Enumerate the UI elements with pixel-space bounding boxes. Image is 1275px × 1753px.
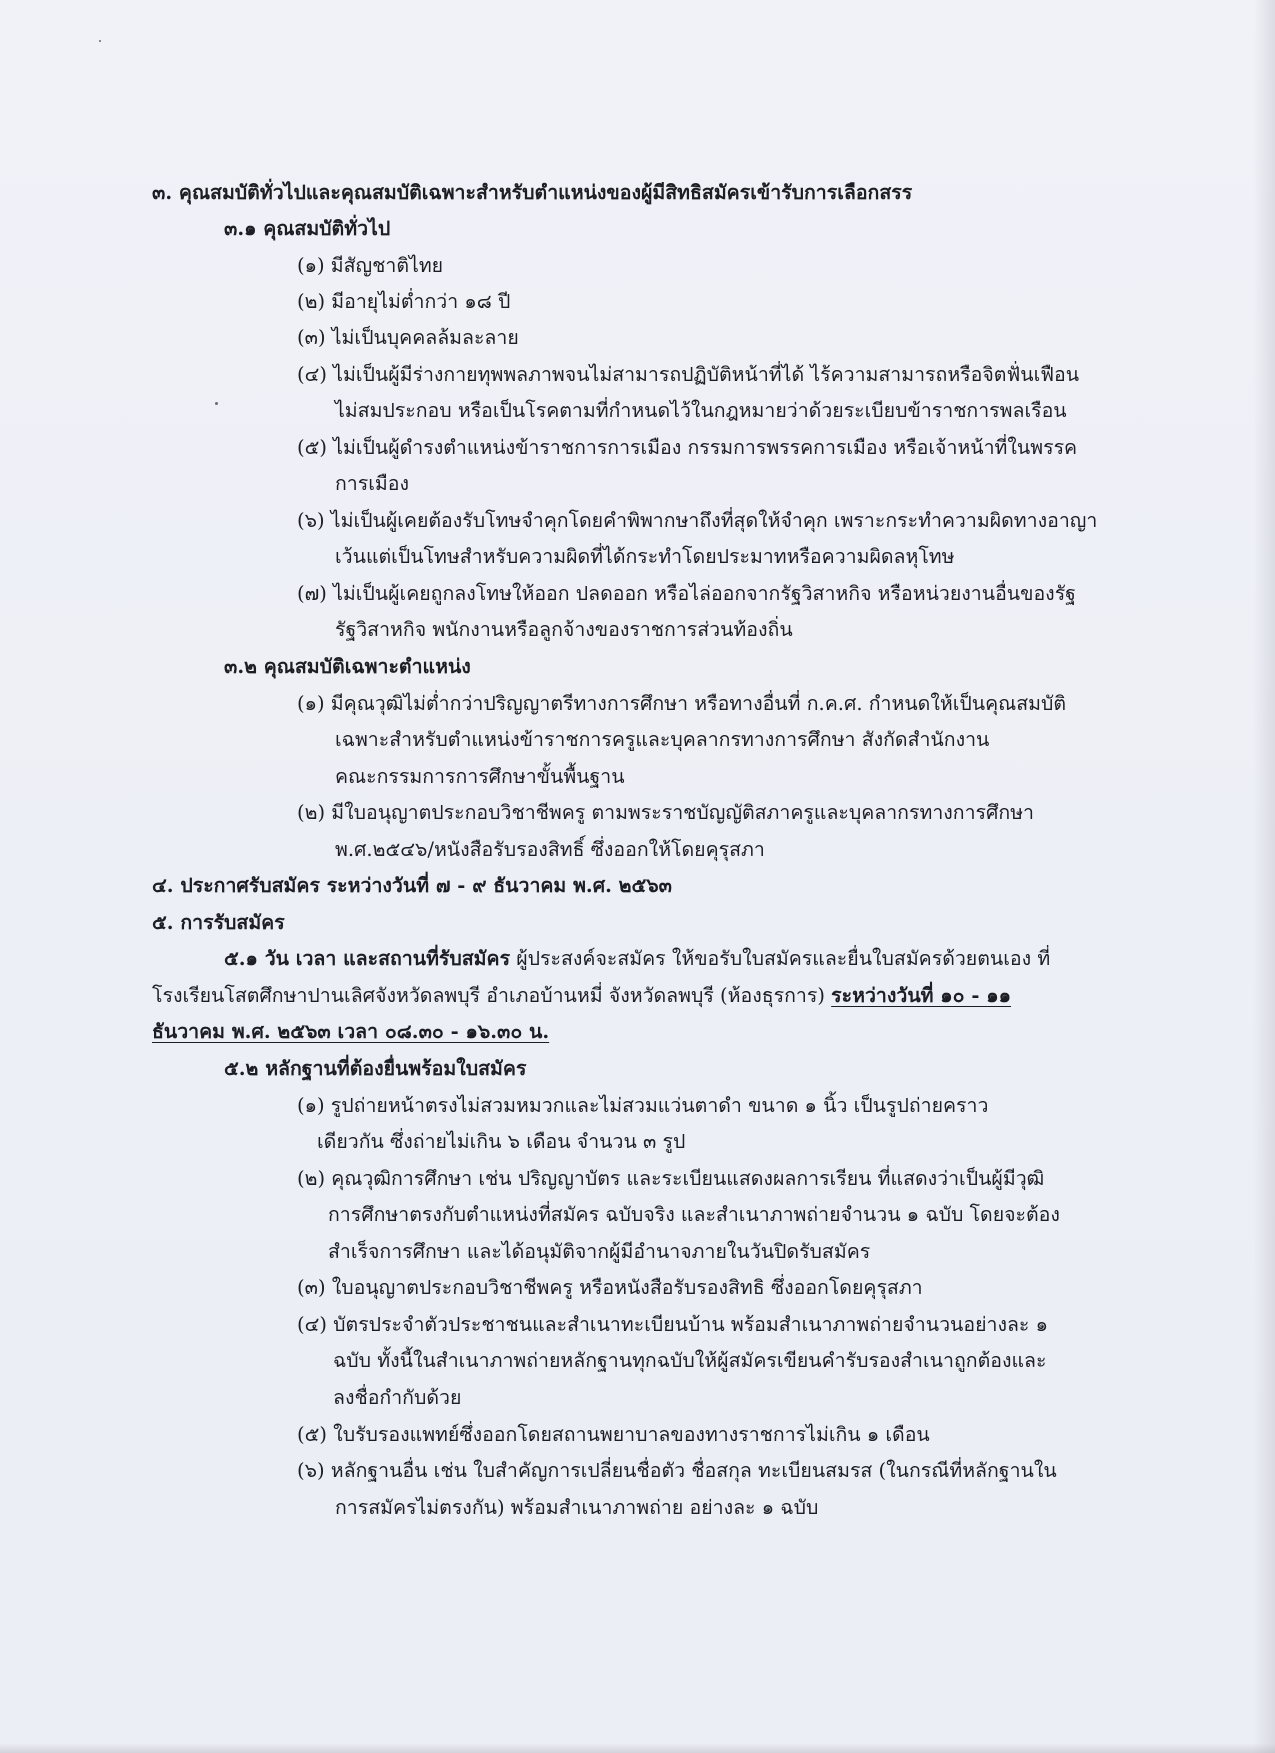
specific-qualification-item: (๑) มีคุณวุฒิไม่ต่ำกว่าปริญญาตรีทางการศึกษา หรือทางอื่นที่ ก.ค.ศ. กำหนดให้เป็นคุณสมบัติ <box>297 692 1067 715</box>
specific-qualification-item: (๒) มีใบอนุญาตประกอบวิชาชีพครู ตามพระราชบัญญัติสภาครูและบุคลากรทางการศึกษา <box>297 801 1035 824</box>
section-5-1-date-range: ระหว่างวันที่ ๑๐ - ๑๑ <box>831 984 1011 1007</box>
page-edge-shadow-bottom <box>0 1743 1275 1753</box>
specific-qualification-item-continuation: เฉพาะสำหรับตำแหน่งข้าราชการครูและบุคลากรทางการศึกษา สังกัดสำนักงาน <box>335 728 990 751</box>
qualification-item: (๖) ไม่เป็นผู้เคยต้องรับโทษจำคุกโดยคำพิพากษาถึงที่สุดให้จำคุก เพราะกระทำความผิดทางอาญา <box>297 509 1098 532</box>
document-item-continuation: สำเร็จการศึกษา และได้อนุมัติจากผู้มีอำนาจภายในวันปิดรับสมัคร <box>328 1240 871 1263</box>
specific-qualification-item-continuation: คณะกรรมการการศึกษาขั้นพื้นฐาน <box>335 765 625 788</box>
scan-speck <box>99 40 101 42</box>
section-5-2-heading: ๕.๒ หลักฐานที่ต้องยื่นพร้อมใบสมัคร <box>224 1057 527 1080</box>
document-item-continuation: ลงชื่อกำกับด้วย <box>333 1386 462 1409</box>
specific-qualification-item-continuation: พ.ศ.๒๕๔๖/หนังสือรับรองสิทธิ์ ซึ่งออกให้โดยคุรุสภา <box>335 838 765 861</box>
page-edge-shadow-right <box>1253 0 1275 1753</box>
document-item: (๕) ใบรับรองแพทย์ซึ่งออกโดยสถานพยาบาลของทางราชการไม่เกิน ๑ เดือน <box>297 1423 930 1446</box>
document-item: (๖) หลักฐานอื่น เช่น ใบสำคัญการเปลี่ยนชื่อตัว ชื่อสกุล ทะเบียนสมรส (ในกรณีที่หลักฐานใน <box>297 1459 1057 1482</box>
qualification-item: (๕) ไม่เป็นผู้ดำรงตำแหน่งข้าราชการการเมือง กรรมการพรรคการเมือง หรือเจ้าหน้าที่ในพรรค <box>297 436 1078 459</box>
qualification-item-continuation: เว้นแต่เป็นโทษสำหรับความผิดที่ได้กระทำโดยประมาทหรือความผิดลหุโทษ <box>335 545 955 568</box>
qualification-item: (๔) ไม่เป็นผู้มีร่างกายทุพพลภาพจนไม่สามารถปฏิบัติหน้าที่ได้ ไร้ความสามารถหรือจิตฟั่นเฟือน <box>297 363 1080 386</box>
section-3-1-heading: ๓.๑ คุณสมบัติทั่วไป <box>224 217 391 240</box>
qualification-item-continuation: ไม่สมประกอบ หรือเป็นโรคตามที่กำหนดไว้ในกฎหมายว่าด้วยระเบียบข้าราชการพลเรือน <box>335 399 1067 422</box>
qualification-item: (๒) มีอายุไม่ต่ำกว่า ๑๘ ปี <box>297 290 511 313</box>
document-item-continuation: การศึกษาตรงกับตำแหน่งที่สมัคร ฉบับจริง และสำเนาภาพถ่ายจำนวน ๑ ฉบับ โดยจะต้อง <box>328 1203 1060 1226</box>
section-3-2-heading: ๓.๒ คุณสมบัติเฉพาะตำแหน่ง <box>224 655 471 678</box>
qualification-item-continuation: รัฐวิสาหกิจ พนักงานหรือลูกจ้างของราชการส่วนท้องถิ่น <box>335 618 793 641</box>
document-item-continuation: ฉบับ ทั้งนี้ในสำเนาภาพถ่ายหลักฐานทุกฉบับให้ผู้สมัครเขียนคำรับรองสำเนาถูกต้องและ <box>333 1349 1047 1372</box>
scan-speck <box>215 402 218 405</box>
document-item: (๓) ใบอนุญาตประกอบวิชาชีพครู หรือหนังสือรับรองสิทธิ ซึ่งออกโดยคุรุสภา <box>297 1276 923 1299</box>
qualification-item: (๑) มีสัญชาติไทย <box>297 254 444 277</box>
document-item: (๒) คุณวุฒิการศึกษา เช่น ปริญญาบัตร และระเบียนแสดงผลการเรียน ที่แสดงว่าเป็นผู้มีวุฒิ <box>297 1167 1045 1190</box>
section-5-1-location: โรงเรียนโสตศึกษาปานเลิศจังหวัดลพบุรี อำเภอบ้านหมี่ จังหวัดลพบุรี (ห้องธุรการ) <box>152 984 832 1007</box>
document-item-continuation: การสมัครไม่ตรงกัน) พร้อมสำเนาภาพถ่าย อย่างละ ๑ ฉบับ <box>335 1496 819 1519</box>
section-5-1-date-time: ธันวาคม พ.ศ. ๒๕๖๓ เวลา ๐๘.๓๐ - ๑๖.๓๐ น. <box>152 1020 550 1043</box>
section-4-heading: ๔. ประกาศรับสมัคร ระหว่างวันที่ ๗ - ๙ ธันวาคม พ.ศ. ๒๕๖๓ <box>152 874 672 897</box>
qualification-item-continuation: การเมือง <box>335 472 409 495</box>
section-5-1-paragraph-line-2 <box>152 983 1011 1009</box>
section-5-1-text: ผู้ประสงค์จะสมัคร ให้ขอรับใบสมัครและยื่นใบสมัครด้วยตนเอง ที่ <box>510 947 1051 970</box>
section-5-heading: ๕. การรับสมัคร <box>152 911 285 934</box>
qualification-item: (๓) ไม่เป็นบุคคลล้มละลาย <box>297 326 519 349</box>
section-5-1-lead: ๕.๑ วัน เวลา และสถานที่รับสมัคร <box>224 947 511 970</box>
document-item: (๔) บัตรประจำตัวประชาชนและสำเนาทะเบียนบ้าน พร้อมสำเนาภาพถ่ายจำนวนอย่างละ ๑ <box>297 1313 1048 1336</box>
section-3-heading: ๓. คุณสมบัติทั่วไปและคุณสมบัติเฉพาะสำหรับตำแหน่งของผู้มีสิทธิสมัครเข้ารับการเลือกสรร <box>152 181 913 204</box>
qualification-item: (๗) ไม่เป็นผู้เคยถูกลงโทษให้ออก ปลดออก หรือไล่ออกจากรัฐวิสาหกิจ หรือหน่วยงานอื่นของรัฐ <box>297 582 1076 605</box>
document-item-continuation: เดียวกัน ซึ่งถ่ายไม่เกิน ๖ เดือน จำนวน ๓ รูป <box>317 1130 686 1153</box>
document-item: (๑) รูปถ่ายหน้าตรงไม่สวมหมวกและไม่สวมแว่นตาดำ ขนาด ๑ นิ้ว เป็นรูปถ่ายคราว <box>297 1094 989 1117</box>
section-5-1-paragraph-line-1 <box>224 946 1050 972</box>
